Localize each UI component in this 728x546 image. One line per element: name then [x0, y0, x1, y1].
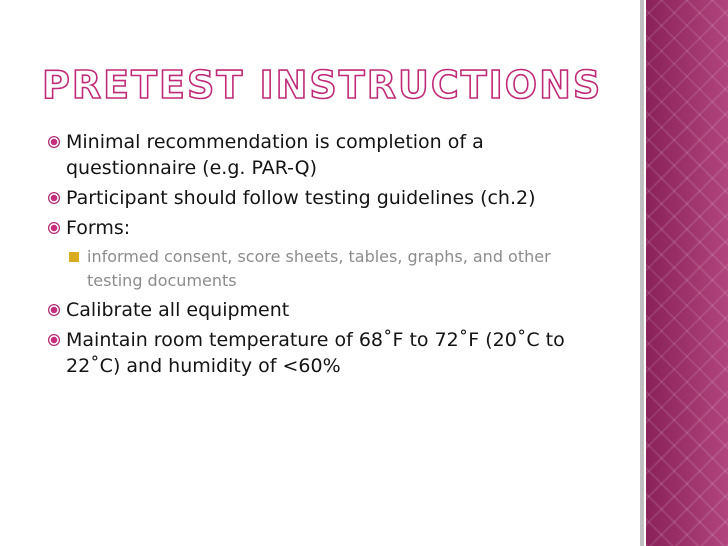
bullet-text: Forms: — [66, 217, 131, 239]
bullet-text: Minimal recommendation is completion of a questionnaire (e.g. PAR-Q) — [66, 131, 484, 179]
side-divider — [640, 0, 644, 546]
bullet-item — [48, 327, 608, 379]
bullet-item — [48, 185, 608, 211]
bullet-text: Participant should follow testing guidelines (ch.2) — [66, 187, 536, 209]
bullet-text: Maintain room temperature of 68˚F to 72˚F (20˚C to 22˚C) and humidity of <60% — [66, 329, 565, 377]
bullet-item — [48, 129, 608, 181]
sub-bullet-text: informed consent, score sheets, tables, graphs, and other testing documents — [87, 247, 551, 290]
bullet-item — [48, 215, 608, 241]
bullet-item — [48, 297, 608, 323]
bullet-list — [48, 129, 608, 383]
sub-bullet-item — [69, 245, 608, 293]
slide-title: PRETEST INSTRUCTIONS — [42, 63, 603, 107]
bullet-text: Calibrate all equipment — [66, 299, 290, 321]
decorative-side-band — [646, 0, 728, 546]
